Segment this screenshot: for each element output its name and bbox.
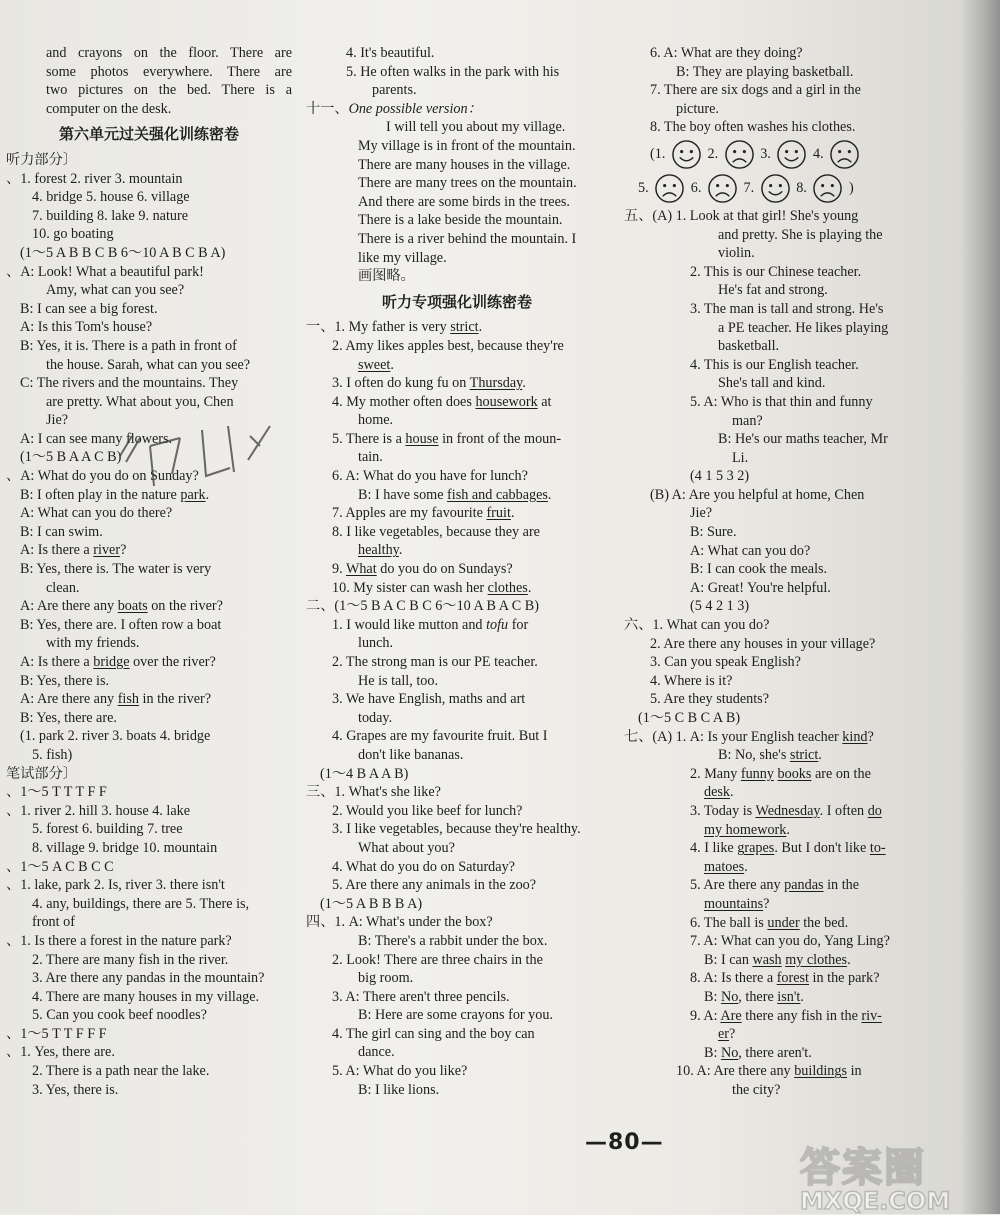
face-row-1 [624,139,930,170]
sad-face-icon [724,139,755,170]
text-line: 4. Grapes are my favourite fruit. But I [332,728,548,745]
text-line: B: Here are some crayons for you. [358,1007,554,1024]
answer-line: 、1～5 T T T F F [6,784,107,801]
text-line: 6. A: What are they doing? [650,45,803,61]
text-line: B: Yes, it is. There is a path in front of [20,337,237,354]
text-line: B: Yes, there are. [20,709,117,726]
answer-line: (1～5 B A A C B) [20,449,122,466]
text-line: tain. [358,449,383,466]
text-line: B: No, there aren't. [704,1044,812,1061]
text-line: (B) A: Are you helpful at home, Chen [650,486,865,503]
text-line: 2. Many funny books are on the [690,765,871,782]
text-line: don't like bananas. [358,746,464,763]
text-line: A: Are there any fish in the river? [20,691,212,708]
text-line: 、1. Is there a forest in the nature park? [6,932,232,949]
text-line: parents. [372,82,417,99]
text-line: B: I like lions. [358,1081,440,1098]
text-line: 5. Can you cook beef noodles? [32,1007,207,1024]
text-line: 4. This is our English teacher. [690,356,859,373]
text-line: 7. building 8. lake 9. nature [32,207,189,224]
text-line: my homework. [704,821,790,838]
text-line: 4. any, buildings, there are 5. There is, [32,895,250,912]
text-line: B: I can see a big forest. [20,300,158,317]
text-line: He is tall, too. [358,672,438,689]
text-line: mountains? [704,895,770,912]
text-line: 5. Are they students? [650,691,769,708]
face-label: (1. [650,145,666,162]
text-line: A: Great! You're helpful. [690,579,831,596]
face-label: ) [848,179,854,196]
text-line: 3. Can you speak English? [650,654,801,671]
text-line: 4. bridge 5. house 6. village [32,189,190,206]
text-line: 3. Yes, there is. [32,1081,119,1098]
text-line: A: Is this Tom's house? [20,319,153,336]
text-line: dance. [358,1044,395,1061]
text-line: computer on the desk. [46,100,172,117]
text-line: 2. Look! There are three chairs in the [332,951,543,968]
essay-intro: 十一、One possible version： [306,100,482,117]
text-line: 5. Are there any animals in the zoo? [332,877,537,894]
text-line: 六、1. What can you do? [624,617,770,634]
happy-face-icon [671,139,702,170]
answer-line: (5 4 2 1 3) [690,598,750,615]
text-line: 8. The boy often washes his clothes. [650,119,856,136]
text-line: 一、1. My father is very strict. [306,319,483,336]
column-right [624,44,930,1099]
answer-line: 、1～5 A C B C C [6,858,114,875]
essay-line: There is a lake beside the mountain. [358,212,563,229]
text-line: 10. go boating [32,226,114,243]
face-label: 7. [743,179,755,196]
text-line: B: I can cook the meals. [690,561,828,578]
column-left [6,44,292,1099]
text-line: B: No, she's strict. [718,747,822,764]
happy-face-icon [776,139,807,170]
watermark-logo-text: 答案圈 [800,1145,926,1191]
answer-line: (1～4 B A A B) [320,765,409,782]
text-line: big room. [358,970,414,987]
face-label: 3. [760,145,771,162]
text-line: 9. A: Are there any fish in the riv- [690,1007,882,1024]
text-line: 4. My mother often does housework at [332,393,552,410]
text-line: B: I can wash my clothes. [704,951,851,968]
text-line: 5. He often walks in the park with his [346,63,560,80]
text-line: A: Is there a river? [20,542,127,559]
text-line: A: What can you do there? [20,505,173,522]
text-line: 2. Amy likes apples best, because they're [332,337,564,354]
text-line: home. [358,412,394,429]
text-line: 5. Are there any pandas in the [690,877,860,894]
text-line: He's fat and strong. [718,282,828,299]
text-line: She's tall and kind. [718,375,826,392]
text-line: 五、(A) 1. Look at that girl! She's young [624,207,859,224]
text-line: B: I have some fish and cabbages. [358,486,552,503]
text-line: are pretty. What about you, Chen [46,393,234,410]
essay-line: There are many houses in the village. [358,156,571,173]
column-middle [306,44,608,1099]
text-line: 2. Are there any houses in your village? [650,635,876,652]
face-label: 4. [812,145,824,162]
text-line: 4. Where is it? [650,672,733,689]
text-line: front of [32,914,75,931]
text-line: and crayons on the floor. There are [46,45,292,61]
text-line: lunch. [358,635,394,652]
text-line: B: I can swim. [20,523,103,540]
text-line: 9. What do you do on Sundays? [332,561,513,578]
text-line: 6. The ball is under the bed. [690,914,849,931]
essay-line: I will tell you about my village. [386,119,566,136]
text-line: 、1. Yes, there are. [6,1044,115,1061]
text-line: A: Is there a bridge over the river? [20,654,216,670]
text-line: 5. A: Who is that thin and funny [690,393,873,410]
text-line: 7. Apples are my favourite fruit. [332,505,515,522]
text-line: 2. Would you like beef for lunch? [332,802,523,819]
watermark-domain: MXQE.COM [800,1187,951,1215]
face-label: 2. [707,145,719,162]
section-heading: 听力专项强化训练密卷 [381,292,532,311]
text-line: B: Yes, there is. [20,672,110,689]
text-line: What about you? [358,839,455,856]
text-line: 3. We have English, maths and art [332,691,526,708]
text-line: 、A: What do you do on Sunday? [6,468,199,485]
text-line: 、1. lake, park 2. Is, river 3. there isn't [6,877,225,894]
page-edge-shadow [960,0,1000,1214]
essay-line: 画图略。 [358,268,415,285]
text-line: 4. What do you do on Saturday? [332,858,515,875]
text-line: A: Are there any boats on the river? [20,598,223,615]
text-line: C: The rivers and the mountains. They [20,375,239,392]
text-line: 4. There are many houses in my village. [32,988,260,1005]
text-line: 、A: Look! What a beautiful park! [6,263,204,280]
text-line: Amy, what can you see? [46,282,185,299]
text-line: 2. The strong man is our PE teacher. [332,654,538,670]
text-line: 8. I like vegetables, because they are [332,523,540,540]
handwritten-scribble-mark [110,416,300,506]
text-line: 7. A: What can you do, Yang Ling? [690,933,890,950]
text-line: B: I often play in the nature park. [20,486,210,503]
text-line: Jie? [46,412,69,429]
text-line: 3. A: There aren't three pencils. [332,988,510,1005]
text-line: B: Sure. [690,524,737,541]
text-line: clean. [46,579,80,596]
answer-line: (1～5 A B B B A) [320,895,423,912]
text-line: 2. There are many fish in the river. [32,951,229,968]
text-line: basketball. [718,338,780,355]
text-line: 8. A: Is there a forest in the park? [690,970,880,987]
text-line: 三、1. What's she like? [306,784,441,801]
text-line: 1. I would like mutton and tofu for [332,616,529,633]
text-line: 3. Are there any pandas in the mountain? [32,970,265,987]
text-line: the house. Sarah, what can you see? [46,356,251,373]
answer-line: 二、(1～5 B A C B C 6～10 A B A C B) [306,598,539,615]
text-line: B: There's a rabbit under the box. [358,932,548,949]
text-line: B: No, there isn't. [704,988,804,1005]
text-line: B: He's our maths teacher, Mr [718,431,888,448]
face-label: 5. [638,179,649,196]
text-line: 3. Today is Wednesday. I often do [690,802,882,819]
happy-face-icon [760,173,791,204]
text-line: 5. There is a house in front of the moun- [332,430,562,447]
face-row-2 [624,173,930,204]
answer-line: 、1～5 T T F F F [6,1025,107,1042]
text-line: 4. The girl can sing and the boy can [332,1025,535,1042]
face-label: 8. [796,179,807,196]
text-line: 2. This is our Chinese teacher. [690,263,862,280]
text-line: 2. There is a path near the lake. [32,1063,210,1080]
text-line: A: I can see many flowers. [20,430,173,447]
essay-line: like my village. [358,249,447,266]
text-line: 5. A: What do you like? [332,1063,468,1080]
text-line: 、1. river 2. hill 3. house 4. lake [6,802,191,819]
answer-line: (4 1 5 3 2) [690,468,750,485]
text-line: some photos everywhere. There are [46,63,292,80]
text-line: 3. I like vegetables, because they're healthy. [332,821,581,838]
answer-line: 5. fish) [32,746,73,763]
sad-face-icon [654,173,685,204]
text-line: er? [718,1026,736,1043]
text-line: the city? [732,1081,781,1098]
text-line: matoes. [704,858,748,875]
text-line: picture. [676,100,719,117]
site-watermark [800,1136,980,1215]
answer-line: (1～5 A B B C B 6～10 A B C B A) [20,244,226,261]
part-label: 听力部分〕 [6,151,77,168]
text-line: desk. [704,784,734,801]
text-line: healthy. [358,542,403,559]
sad-face-icon [707,173,738,204]
text-line: 、1. forest 2. river 3. mountain [6,170,183,187]
text-line: 10. My sister can wash her clothes. [332,579,532,596]
text-line: 5. forest 6. building 7. tree [32,821,183,838]
text-line: 7. There are six dogs and a girl in the [650,82,861,99]
text-line: sweet. [358,356,394,373]
sad-face-icon [812,173,843,204]
essay-line: My village is in front of the mountain. [358,137,576,154]
text-line: 4. I like grapes. But I don't like to- [690,840,886,857]
text-line: A: What can you do? [690,542,811,559]
text-line: B: Yes, there are. I often row a boat [20,616,222,633]
text-line: 4. It's beautiful. [346,45,435,61]
text-line: and pretty. She is playing the [718,226,883,243]
text-line: 10. A: Are there any buildings in [676,1063,862,1080]
essay-line: There is a river behind the mountain. I [358,230,577,247]
text-line: two pictures on the bed. There is a [46,82,292,99]
text-line: 3. I often do kung fu on Thursday. [332,375,526,392]
text-line: 8. village 9. bridge 10. mountain [32,839,218,856]
part-label: 笔试部分〕 [6,765,77,782]
text-line: 七、(A) 1. A: Is your English teacher kind? [624,728,874,745]
text-line: man? [732,412,763,429]
answer-line: (1. park 2. river 3. boats 4. bridge [20,728,211,745]
text-line: 3. The man is tall and strong. He's [690,300,884,317]
text-line: B: Yes, there is. The water is very [20,561,212,578]
text-line: 四、1. A: What's under the box? [306,914,493,931]
page-number: —80— [585,1130,664,1155]
text-line: with my friends. [46,635,140,652]
section-heading: 第六单元过关强化训练密卷 [58,125,239,144]
text-line: B: They are playing basketball. [676,63,854,80]
text-line: Li. [732,449,749,466]
sad-face-icon [829,139,860,170]
text-line: 6. A: What do you have for lunch? [332,468,528,485]
face-label: 6. [690,179,702,196]
answer-line: (1～5 C B C A B) [638,710,741,726]
text-line: a PE teacher. He likes playing [718,319,889,336]
essay-line: And there are some birds in the trees. [358,193,570,210]
text-line: today. [358,709,393,726]
essay-line: There are many trees on the mountain. [358,175,577,192]
text-line: violin. [718,245,755,262]
text-line: Jie? [690,505,713,522]
